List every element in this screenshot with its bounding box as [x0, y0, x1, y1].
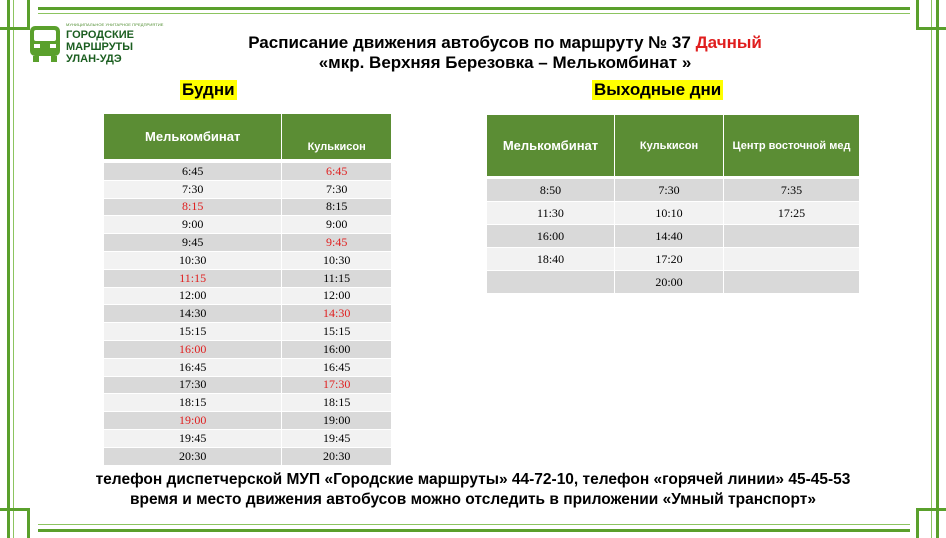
- footer-app-line: время и место движения автобусов можно отследить в приложении «Умный транспорт»: [130, 491, 816, 508]
- time-cell: 17:30: [282, 376, 392, 394]
- table-row: [104, 198, 392, 216]
- time-cell: 8:15: [282, 198, 392, 216]
- time-cell: 7:30: [615, 179, 724, 202]
- table-row: [487, 179, 860, 202]
- time-cell: 19:00: [282, 412, 392, 430]
- time-cell: 18:15: [282, 394, 392, 412]
- time-cell: 18:40: [487, 248, 615, 271]
- column-header: Мелькомбинат: [104, 114, 282, 160]
- time-cell: 18:15: [104, 394, 282, 412]
- time-cell: 6:45: [104, 163, 282, 181]
- frame-corner: [916, 0, 946, 30]
- time-cell: 10:10: [615, 202, 724, 225]
- time-cell: 16:00: [104, 340, 282, 358]
- time-cell: 9:45: [282, 234, 392, 252]
- logo-subtitle: МУНИЦИПАЛЬНОЕ УНИТАРНОЕ ПРЕДПРИЯТИЕ: [66, 22, 164, 27]
- logo-line: ГОРОДСКИЕ: [66, 29, 134, 41]
- table-row: [104, 340, 392, 358]
- time-cell: 12:00: [104, 287, 282, 305]
- time-cell: [724, 248, 860, 271]
- time-cell: 8:15: [104, 198, 282, 216]
- time-cell: 9:00: [104, 216, 282, 234]
- time-cell: 14:40: [615, 225, 724, 248]
- title-prefix: Расписание движения автобусов по маршруту № 37: [248, 33, 696, 52]
- route-name: Дачный: [695, 33, 762, 52]
- time-cell: [724, 271, 860, 294]
- time-cell: 7:35: [724, 179, 860, 202]
- weekday-heading: Будни: [182, 80, 235, 99]
- frame-right-line: [936, 0, 939, 538]
- frame-left-line: [7, 0, 10, 538]
- table-row: [104, 305, 392, 323]
- time-cell: [724, 225, 860, 248]
- time-cell: 11:30: [487, 202, 615, 225]
- time-cell: 20:30: [282, 447, 392, 465]
- table-row: [104, 216, 392, 234]
- time-cell: 11:15: [282, 269, 392, 287]
- title-line-1: [150, 33, 860, 53]
- table-row: [104, 358, 392, 376]
- title-line-2: «мкр. Верхняя Березовка – Мелькомбинат »: [318, 53, 692, 72]
- frame-right-line-thin: [931, 0, 932, 538]
- time-cell: 17:30: [104, 376, 282, 394]
- table-row: [104, 376, 392, 394]
- time-cell: 8:50: [487, 179, 615, 202]
- time-cell: 7:30: [282, 180, 392, 198]
- time-cell: 15:15: [104, 323, 282, 341]
- frame-top-line: [38, 7, 910, 10]
- logo-text: [66, 29, 134, 65]
- frame-corner: [0, 0, 30, 30]
- table-row: [487, 248, 860, 271]
- frame-bottom-line-thin: [38, 524, 910, 525]
- weekend-heading: Выходные дни: [594, 80, 722, 99]
- column-header: Кулькисон: [615, 115, 724, 177]
- footer-info: [20, 470, 926, 510]
- time-cell: 19:45: [282, 429, 392, 447]
- time-cell: 7:30: [104, 180, 282, 198]
- time-cell: 16:00: [487, 225, 615, 248]
- weekend-schedule-table: [486, 114, 860, 294]
- table-row: [104, 394, 392, 412]
- time-cell: 17:20: [615, 248, 724, 271]
- frame-bottom-line: [38, 529, 910, 532]
- frame-top-line-thin: [38, 13, 910, 14]
- frame-left-line-thin: [13, 0, 14, 538]
- time-cell: 16:45: [282, 358, 392, 376]
- table-row: [104, 180, 392, 198]
- table-row: [104, 412, 392, 430]
- table-row: [104, 429, 392, 447]
- weekday-schedule-table: [103, 113, 392, 466]
- column-header: Кулькисон: [282, 114, 392, 160]
- time-cell: 19:45: [104, 429, 282, 447]
- time-cell: 12:00: [282, 287, 392, 305]
- time-cell: 20:00: [615, 271, 724, 294]
- table-row: [104, 234, 392, 252]
- time-cell: 20:30: [104, 447, 282, 465]
- time-cell: 16:00: [282, 340, 392, 358]
- frame-corner: [916, 508, 946, 538]
- table-row: [104, 287, 392, 305]
- time-cell: 11:15: [104, 269, 282, 287]
- table-row: [104, 251, 392, 269]
- table-row: [104, 269, 392, 287]
- table-row: [104, 163, 392, 181]
- time-cell: 10:30: [104, 251, 282, 269]
- time-cell: 10:30: [282, 251, 392, 269]
- time-cell: 16:45: [104, 358, 282, 376]
- logo-line: МАРШРУТЫ: [66, 41, 134, 53]
- time-cell: 15:15: [282, 323, 392, 341]
- bus-icon: [28, 24, 62, 64]
- time-cell: 19:00: [104, 412, 282, 430]
- time-cell: 9:00: [282, 216, 392, 234]
- time-cell: 14:30: [282, 305, 392, 323]
- column-header: Мелькомбинат: [487, 115, 615, 177]
- logo-line: УЛАН-УДЭ: [66, 53, 122, 65]
- table-row: [104, 323, 392, 341]
- table-row: [104, 447, 392, 465]
- time-cell: 9:45: [104, 234, 282, 252]
- time-cell: 14:30: [104, 305, 282, 323]
- time-cell: 17:25: [724, 202, 860, 225]
- column-header: Центр восточной мед: [724, 115, 860, 177]
- time-cell: 6:45: [282, 163, 392, 181]
- table-row: [487, 202, 860, 225]
- page-title: [150, 33, 860, 73]
- footer-phone-line: телефон диспетчерской МУП «Городские маршруты» 44-72-10, телефон «горячей линии» 45-45-53: [95, 471, 851, 488]
- table-row: [487, 271, 860, 294]
- time-cell: [487, 271, 615, 294]
- frame-corner: [0, 508, 30, 538]
- table-row: [487, 225, 860, 248]
